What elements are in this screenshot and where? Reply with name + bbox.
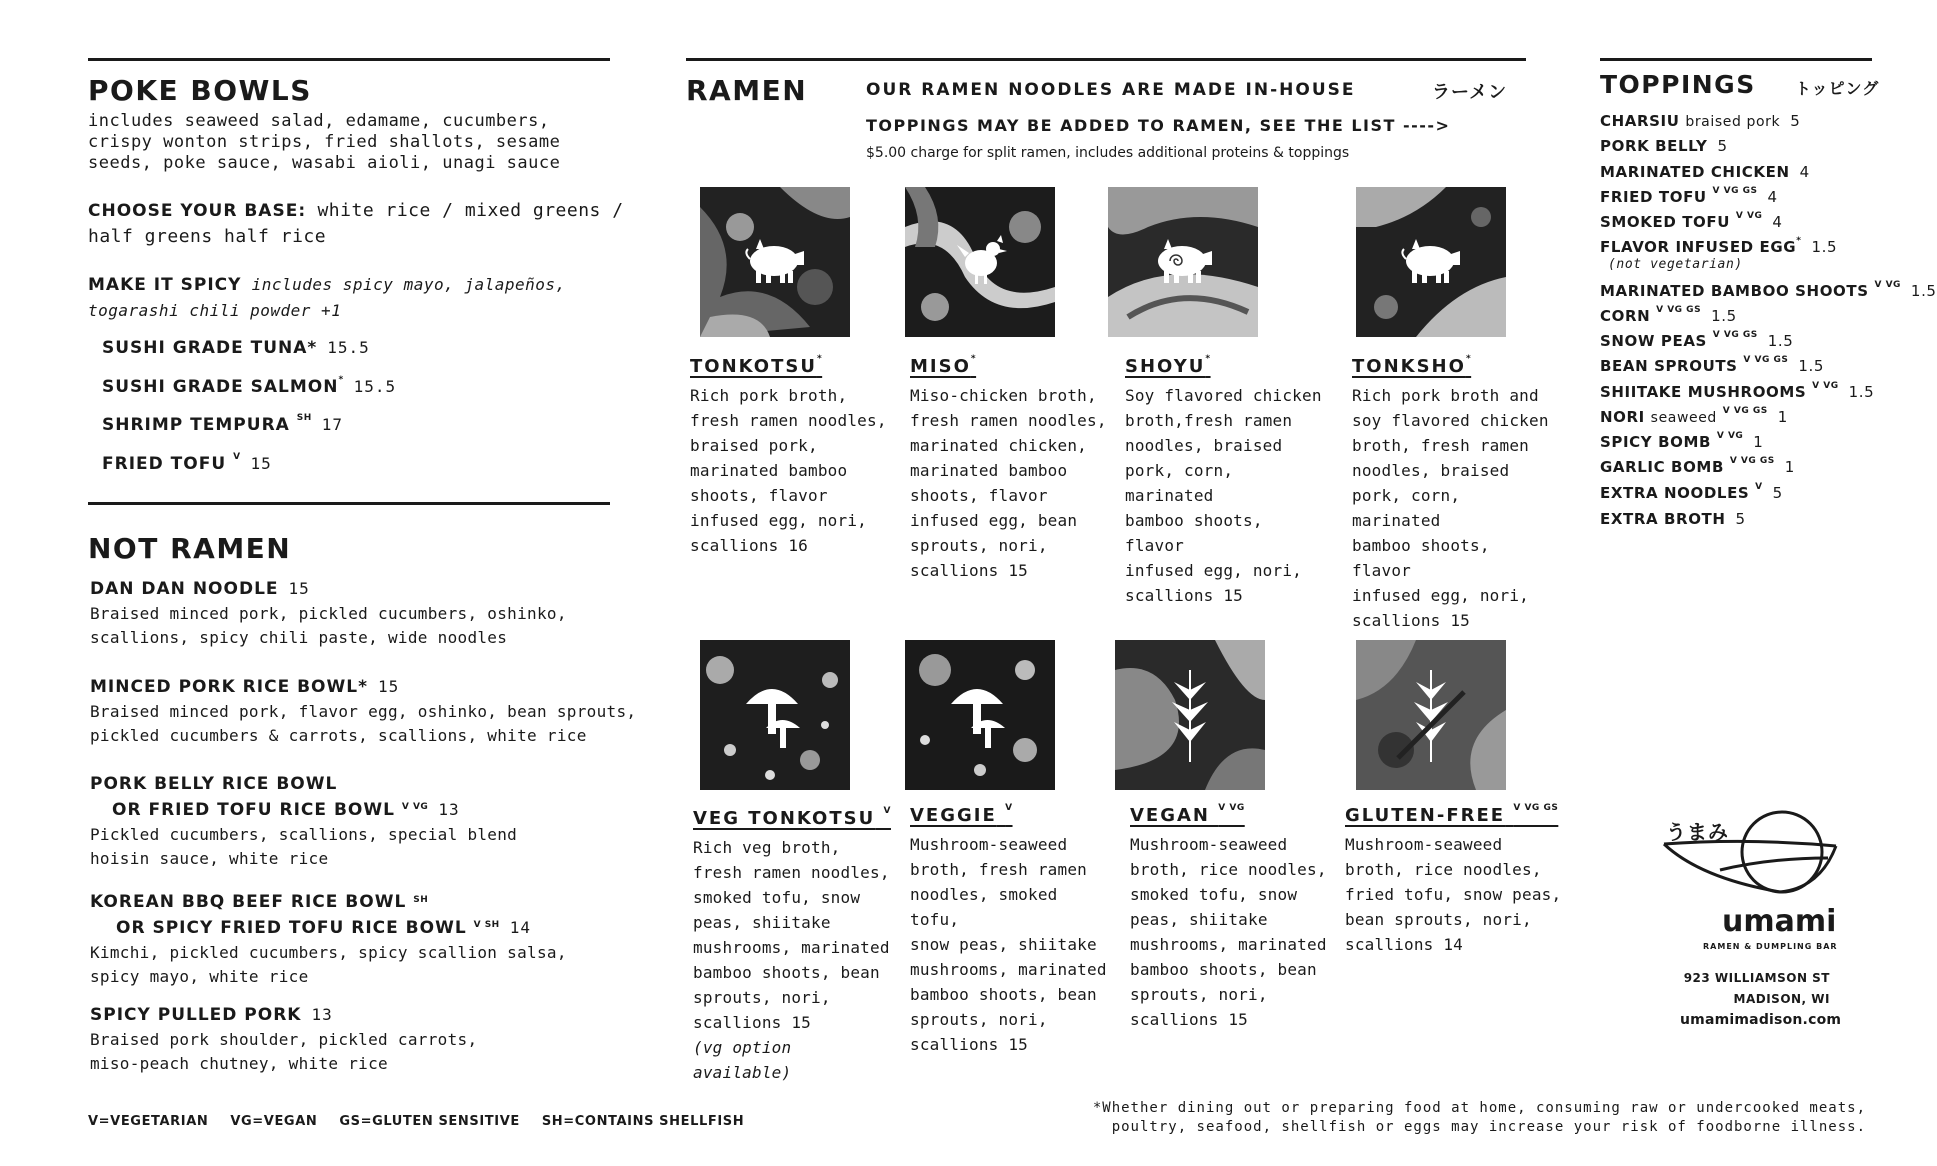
ramen-name: GLUTEN-FREE: [1345, 805, 1506, 826]
ramen-image: [1108, 187, 1258, 337]
ramen-name: TONKOTSU: [690, 356, 817, 377]
ramen-name: TONKSHO: [1352, 356, 1466, 377]
not-ramen-item-name-2: OR FRIED TOFU RICE BOWL: [112, 800, 395, 820]
ramen-image: [1356, 187, 1506, 337]
not-ramen-item: [90, 674, 636, 748]
ramen-name: MISO: [910, 356, 971, 377]
ramen-name: VEGAN: [1130, 805, 1210, 826]
ramen-name: SHOYU: [1125, 356, 1206, 377]
ramen-sup: V VG: [1218, 803, 1245, 813]
not-ramen-item-price: 15: [288, 579, 310, 598]
not-ramen-item-desc: miso-peach chutney, white rice: [90, 1054, 388, 1073]
chicken-icon: [957, 235, 1007, 289]
not-ramen-top-rule: [88, 502, 610, 505]
legend-item: GS=GLUTEN SENSITIVE: [339, 1114, 520, 1129]
poke-includes: [88, 111, 560, 174]
topping-note: (not vegetarian): [1608, 257, 1743, 272]
poke-base-label: CHOOSE YOUR BASE:: [88, 201, 307, 221]
disclaimer-line: *Whether dining out or preparing food at home, consuming raw or undercooked meats,: [1092, 1100, 1866, 1116]
topping-item: GARLIC BOMB $^{V VG GS}$ 1: [1600, 456, 1795, 476]
not-ramen-item: [90, 890, 567, 989]
not-ramen-item-desc: Pickled cucumbers, scallions, special blend: [90, 825, 518, 844]
poke-base-text: white rice / mixed greens /: [317, 200, 624, 221]
not-ramen-item-desc: Braised minced pork, pickled cucumbers, oshinko,: [90, 604, 567, 623]
ramen-name: VEGGIE: [910, 805, 997, 826]
topping-item: FLAVOR INFUSED EGG* 1.5: [1600, 236, 1838, 256]
ramen-image: [1356, 640, 1506, 790]
poke-item-price: 15.5: [327, 338, 370, 357]
poke-includes-line: crispy wonton strips, fried shallots, sesame: [88, 132, 561, 152]
ramen-desc: Mushroom-seaweed broth, rice noodles, fried tofu, snow peas, bean sprouts, nori, scallions 14: [1345, 835, 1562, 954]
ramen-title: RAMEN: [686, 74, 808, 107]
ramen-desc: Rich pork broth, fresh ramen noodles, braised pork, marinated bamboo shoots, flavor infused egg, nori, scallions 16: [690, 386, 887, 555]
poke-item-mark: *: [338, 375, 344, 385]
disclaimer-line: poultry, seafood, shellfish or eggs may increase your risk of foodborne illness.: [1111, 1119, 1866, 1135]
brand-tagline: RAMEN & DUMPLING BAR: [1703, 942, 1838, 951]
brand-kana: うまみ: [1666, 820, 1729, 844]
pig-icon: [1398, 237, 1464, 289]
topping-item: SMOKED TOFU $^{V VG}$ 4: [1600, 211, 1783, 231]
not-ramen-item-desc: hoisin sauce, white rice: [90, 849, 329, 868]
topping-item: MARINATED CHICKEN 4: [1600, 163, 1810, 181]
poke-includes-line: seeds, poke sauce, wasabi aioli, unagi sauce: [88, 153, 561, 173]
poke-item-mark: *: [307, 338, 318, 358]
poke-item-sup: V: [233, 452, 241, 462]
ramen-name: VEG TONKOTSU: [693, 808, 876, 829]
not-ramen-item-price: 14: [509, 918, 531, 937]
legend-item: V=VEGETARIAN: [88, 1114, 209, 1129]
poke-top-rule: [88, 58, 610, 61]
topping-item: CORN $^{V VG GS}$ 1.5: [1600, 305, 1737, 325]
poke-includes-line: includes seaweed salad, edamame, cucumbers,: [88, 111, 550, 131]
topping-item: EXTRA NOODLES $^V$ 5: [1600, 482, 1783, 502]
poke-spicy-text: includes spicy mayo, jalapeños,: [251, 275, 566, 294]
food-safety-disclaimer: [1000, 1099, 1866, 1137]
not-ramen-item-name: MINCED PORK RICE BOWL*: [90, 677, 368, 697]
topping-item: CHARSIU braised pork 5: [1600, 112, 1801, 130]
poke-item-price: 17: [321, 415, 344, 434]
not-ramen-item-name-2: OR SPICY FRIED TOFU RICE BOWL: [116, 918, 467, 938]
not-ramen-item-desc: Braised pork shoulder, pickled carrots,: [90, 1030, 478, 1049]
ramen-subtitle: OUR RAMEN NOODLES ARE MADE IN-HOUSE: [866, 80, 1356, 100]
ramen-sup: *: [816, 354, 823, 364]
ramen-item: [1130, 805, 1330, 1032]
toppings-title: TOPPINGS: [1600, 70, 1756, 99]
topping-item: NORI seaweed $^{V VG GS}$ 1: [1600, 406, 1788, 426]
poke-spicy-text-2: togarashi chili powder +1: [88, 301, 342, 320]
not-ramen-item-desc: spicy mayo, white rice: [90, 967, 309, 986]
poke-item-price: 15.5: [353, 377, 397, 396]
ramen-item: [1345, 805, 1575, 957]
ramen-sup: V VG GS: [1513, 803, 1559, 813]
not-ramen-item-desc: scallions, spicy chili paste, wide noodles: [90, 628, 508, 647]
ramen-image: [905, 187, 1055, 337]
brand-website: umamimadison.com: [1680, 1012, 1842, 1028]
not-ramen-item-name: SPICY PULLED PORK: [90, 1005, 302, 1025]
ramen-desc: Rich pork broth and soy flavored chicken broth, fresh ramen noodles, braised pork, corn, marinated bamboo shoots, flavor infused egg, nori, scallions 15: [1352, 386, 1549, 630]
poke-base-text-2: half greens half rice: [88, 226, 327, 247]
brand-name: umami: [1722, 904, 1837, 939]
ramen-desc: Soy flavored chicken broth,fresh ramen noodles, braised pork, corn, marinated bamboo shoots, flavor infused egg, nori, scallions 15: [1125, 386, 1322, 605]
toppings-japanese: トッピング: [1795, 79, 1880, 98]
poke-title: POKE BOWLS: [88, 74, 312, 107]
wheat-crossed-icon: [1394, 670, 1468, 766]
not-ramen-item-price: 13: [438, 800, 460, 819]
ramen-sup: *: [1205, 354, 1211, 364]
not-ramen-item-desc: pickled cucumbers & carrots, scallions, white rice: [90, 726, 587, 745]
ramen-note: (vg option available): [693, 1038, 792, 1082]
ramen-sup: V: [1005, 803, 1013, 813]
poke-item-name: FRIED TOFU: [102, 454, 227, 474]
poke-item-name: SHRIMP TEMPURA: [102, 415, 290, 435]
not-ramen-item-price: 15: [378, 677, 400, 696]
brand-address-line: 923 WILLIAMSON ST: [1683, 971, 1830, 985]
ramen-split-note: $5.00 charge for split ramen, includes additional proteins & toppings: [866, 145, 1350, 161]
poke-item: [102, 454, 272, 474]
not-ramen-item-price: 13: [311, 1005, 333, 1024]
ramen-item: [910, 805, 1110, 1057]
not-ramen-item-desc: Braised minced pork, flavor egg, oshinko, bean sprouts,: [90, 702, 637, 721]
ramen-item: [690, 356, 890, 558]
not-ramen-item: [90, 1002, 477, 1076]
not-ramen-item: [90, 576, 567, 650]
brand-address-line: MADISON, WI: [1733, 992, 1830, 1006]
not-ramen-item-sup: V VG: [401, 802, 429, 812]
ramen-image: [700, 187, 850, 337]
mushroom-icon: [742, 682, 808, 756]
topping-item: SHIITAKE MUSHROOMS $^{V VG}$ 1.5: [1600, 381, 1875, 401]
poke-spicy-label: MAKE IT SPICY: [88, 275, 242, 295]
ramen-image: [1115, 640, 1265, 790]
poke-item: [102, 415, 343, 435]
mushroom-icon: [947, 682, 1013, 756]
brand-address: [1680, 968, 1842, 1031]
poke-item-name: SUSHI GRADE SALMON: [102, 377, 339, 397]
poke-item-price: 15: [250, 454, 272, 473]
poke-item-name: SUSHI GRADE TUNA: [102, 338, 308, 358]
topping-item: SNOW PEAS $^{V VG GS}$ 1.5: [1600, 330, 1794, 350]
legend-item: SH=CONTAINS SHELLFISH: [541, 1114, 745, 1129]
poke-item: [102, 377, 396, 397]
ramen-sup: V: [883, 806, 891, 816]
ramen-item: [693, 808, 893, 1085]
ramen-desc: Mushroom-seaweed broth, fresh ramen noodles, smoked tofu, snow peas, shiitake mushrooms, marinated bamboo shoots, bean sprouts, nori, scallions 15: [910, 835, 1107, 1054]
diet-legend: [88, 1114, 766, 1129]
ramen-desc: Mushroom-seaweed broth, rice noodles, smoked tofu, snow peas, shiitake mushrooms, marinated bamboo shoots, bean sprouts, nori, scallions 15: [1130, 835, 1327, 1029]
topping-item: EXTRA BROTH 5: [1600, 510, 1746, 528]
not-ramen-item-name: DAN DAN NOODLE: [90, 579, 279, 599]
ramen-desc: Miso-chicken broth, fresh ramen noodles, marinated chicken, marinated bamboo shoots, flavor infused egg, bean sprouts, nori, scallions 15: [910, 386, 1107, 580]
not-ramen-item-desc: Kimchi, pickled cucumbers, spicy scallion salsa,: [90, 943, 567, 962]
ramen-sup: *: [1465, 354, 1472, 364]
not-ramen-item-sup: SH: [413, 895, 429, 905]
ramen-sup: *: [970, 354, 977, 364]
poke-base: [88, 198, 624, 250]
toppings-top-rule: [1600, 58, 1872, 61]
ramen-item: [1125, 356, 1325, 608]
topping-item: MARINATED BAMBOO SHOOTS $^{V VG}$ 1.5: [1600, 280, 1937, 300]
not-ramen-item-sup: V SH: [473, 920, 500, 930]
poke-item: [102, 338, 370, 358]
ramen-japanese: ラーメン: [1432, 82, 1508, 103]
ramen-toppings-note: TOPPINGS MAY BE ADDED TO RAMEN, SEE THE LIST ---->: [866, 116, 1451, 135]
leaf-icon: [1170, 670, 1210, 766]
not-ramen-item-name: KOREAN BBQ BEEF RICE BOWL: [90, 892, 407, 912]
ramen-top-rule: [686, 58, 1526, 61]
topping-item: BEAN SPROUTS $^{V VG GS}$ 1.5: [1600, 355, 1825, 375]
legend-item: VG=VEGAN: [230, 1114, 318, 1129]
topping-item: PORK BELLY 5: [1600, 137, 1728, 155]
pig-swirl-icon: [1150, 237, 1216, 289]
ramen-image: [700, 640, 850, 790]
pig-icon: [742, 237, 808, 289]
not-ramen-title: NOT RAMEN: [88, 532, 292, 565]
not-ramen-item: [90, 772, 517, 871]
poke-spicy: [88, 272, 566, 324]
ramen-item: [1352, 356, 1552, 633]
not-ramen-item-name: PORK BELLY RICE BOWL: [90, 774, 338, 794]
ramen-desc: Rich veg broth, fresh ramen noodles, smoked tofu, snow peas, shiitake mushrooms, marinated bamboo shoots, bean sprouts, nori, scallions 15 (vg option available): [693, 835, 893, 1085]
topping-item: FRIED TOFU $^{V VG GS}$ 4: [1600, 186, 1778, 206]
ramen-image: [905, 640, 1055, 790]
ramen-item: [910, 356, 1110, 583]
topping-item: SPICY BOMB $^{V VG}$ 1: [1600, 431, 1764, 451]
poke-item-sup: SH: [296, 413, 312, 423]
